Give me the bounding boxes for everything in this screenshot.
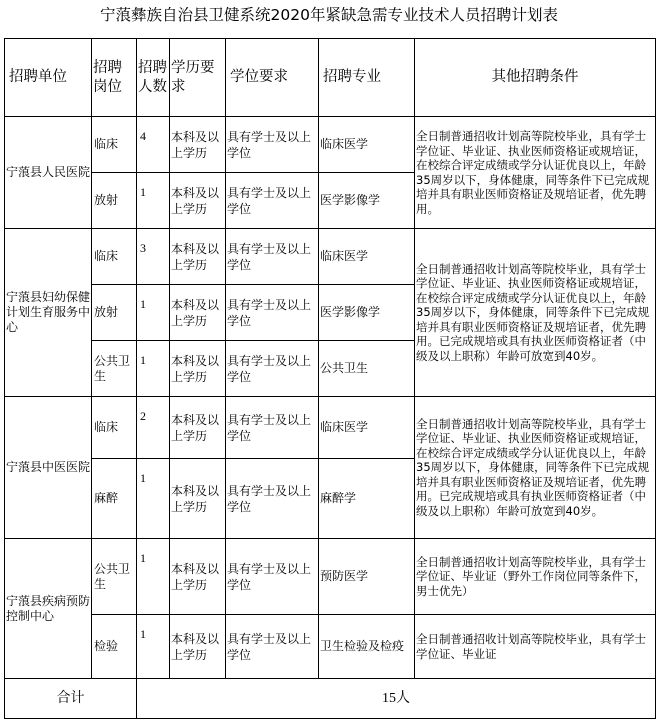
total-row [5, 679, 656, 719]
education-cell: 本科及以上学历 [170, 397, 226, 459]
major-cell: 医学影像学 [319, 285, 415, 341]
degree-cell: 具有学士及以上学位 [226, 173, 319, 229]
condition-cell: 全日制普通招收计划高等院校毕业，具有学士学位证、毕业证（野外工作岗位同等条件下，男士优先） [415, 539, 656, 615]
header-position: 招聘岗位 [92, 39, 137, 117]
degree-cell: 具有学士及以上学位 [226, 615, 319, 679]
position-cell: 临床 [92, 229, 137, 285]
education-cell: 本科及以上学历 [170, 539, 226, 615]
degree-cell: 具有学士及以上学位 [226, 341, 319, 397]
recruitment-table [4, 38, 656, 719]
condition-cell: 全日制普通招收计划高等院校毕业，具有学士学位证、毕业证、执业医师资格证或规培证，在校综合评定成绩或学分认证优良以上，年龄35周岁以下，身体健康，同等条件下已完成规培并具有职业医师资格证及规培证者，优先聘用。已完成规培或具有执业医师资格证者（中级及以上职称）年龄可放宽到40岁。 [415, 229, 656, 397]
position-cell: 公共卫生 [92, 341, 137, 397]
major-cell: 医学影像学 [319, 173, 415, 229]
education-cell: 本科及以上学历 [170, 615, 226, 679]
position-cell: 麻醉 [92, 459, 137, 539]
major-cell: 临床医学 [319, 397, 415, 459]
count-cell: 4 [137, 117, 170, 173]
unit-cell: 宁蒗县妇幼保健计划生育服务中心 [5, 229, 92, 397]
header-count: 招聘人数 [137, 39, 170, 117]
count-cell: 1 [137, 539, 170, 615]
count-cell: 1 [137, 173, 170, 229]
count-cell: 1 [137, 615, 170, 679]
header-row [5, 39, 656, 117]
position-cell: 放射 [92, 173, 137, 229]
education-cell: 本科及以上学历 [170, 229, 226, 285]
education-cell: 本科及以上学历 [170, 341, 226, 397]
major-cell: 临床医学 [319, 229, 415, 285]
position-cell: 公共卫生 [92, 539, 137, 615]
unit-cell: 宁蒗县中医医院 [5, 397, 92, 539]
table-row [5, 229, 656, 285]
count-cell: 2 [137, 397, 170, 459]
header-degree: 学位要求 [226, 39, 319, 117]
header-other-conditions: 其他招聘条件 [415, 39, 656, 117]
major-cell: 临床医学 [319, 117, 415, 173]
education-cell: 本科及以上学历 [170, 459, 226, 539]
unit-cell: 宁蒗县疾病预防控制中心 [5, 539, 92, 679]
major-cell: 卫生检验及检疫 [319, 615, 415, 679]
position-cell: 临床 [92, 117, 137, 173]
position-cell: 放射 [92, 285, 137, 341]
header-major: 招聘专业 [319, 39, 415, 117]
education-cell: 本科及以上学历 [170, 173, 226, 229]
header-education: 学历要求 [170, 39, 226, 117]
position-cell: 检验 [92, 615, 137, 679]
degree-cell: 具有学士及以上学位 [226, 397, 319, 459]
table-row [5, 117, 656, 173]
condition-cell: 全日制普通招收计划高等院校毕业，具有学士学位证、毕业证、执业医师资格证或规培证，在校综合评定成绩或学分认证优良以上，年龄35周岁以下，身体健康，同等条件下已完成规培并具有职业医师资格证及规培证者，优先聘用。已完成规培或具有执业医师资格证者（中级及以上职称）年龄可放宽到40岁。 [415, 397, 656, 539]
position-cell: 临床 [92, 397, 137, 459]
table-row [5, 615, 656, 679]
table-row [5, 397, 656, 459]
degree-cell: 具有学士及以上学位 [226, 285, 319, 341]
page-title: 宁蒗彝族自治县卫健系统2020年紧缺急需专业技术人员招聘计划表 [100, 6, 558, 24]
education-cell: 本科及以上学历 [170, 285, 226, 341]
count-cell: 1 [137, 285, 170, 341]
education-cell: 本科及以上学历 [170, 117, 226, 173]
count-cell: 1 [137, 459, 170, 539]
condition-cell: 全日制普通招收计划高等院校毕业，具有学士学位证、毕业证 [415, 615, 656, 679]
degree-cell: 具有学士及以上学位 [226, 539, 319, 615]
degree-cell: 具有学士及以上学位 [226, 459, 319, 539]
unit-cell: 宁蒗县人民医院 [5, 117, 92, 229]
total-value: 15人 [137, 679, 656, 719]
major-cell: 麻醉学 [319, 459, 415, 539]
count-cell: 1 [137, 341, 170, 397]
degree-cell: 具有学士及以上学位 [226, 229, 319, 285]
major-cell: 预防医学 [319, 539, 415, 615]
condition-cell: 全日制普通招收计划高等院校毕业，具有学士学位证、毕业证、执业医师资格证或规培证，在校综合评定成绩或学分认证优良以上，年龄35周岁以下，身体健康，同等条件下已完成规培并具有职业医师资格证及规培证者，优先聘用。 [415, 117, 656, 229]
header-unit: 招聘单位 [5, 39, 92, 117]
degree-cell: 具有学士及以上学位 [226, 117, 319, 173]
total-label: 合计 [5, 679, 137, 719]
major-cell: 公共卫生 [319, 341, 415, 397]
count-cell: 3 [137, 229, 170, 285]
table-row [5, 539, 656, 615]
